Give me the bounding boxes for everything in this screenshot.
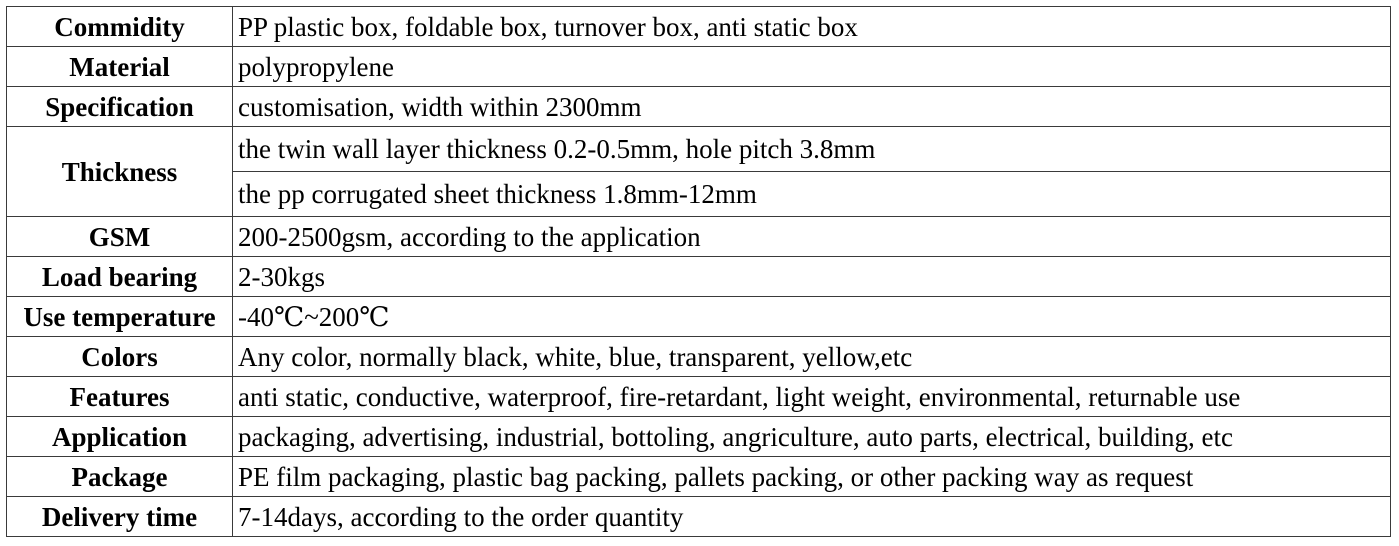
- row-value: -40℃~200℃: [233, 297, 1391, 337]
- table-row-gsm: [7, 217, 1391, 257]
- table-row-commodity: [7, 7, 1391, 47]
- table-row-delivery-time: [7, 497, 1391, 537]
- row-label: Colors: [7, 337, 233, 377]
- table-row-package: [7, 457, 1391, 497]
- row-label: Package: [7, 457, 233, 497]
- table-row-specification: [7, 87, 1391, 127]
- row-value: customisation, width within 2300mm: [233, 87, 1391, 127]
- row-value: the twin wall layer thickness 0.2-0.5mm, hole pitch 3.8mm: [233, 127, 1391, 172]
- row-value: 200-2500gsm, according to the application: [233, 217, 1391, 257]
- row-value: anti static, conductive, waterproof, fire-retardant, light weight, environmental, returnable use: [233, 377, 1391, 417]
- product-spec-table: [6, 6, 1391, 537]
- row-value: packaging, advertising, industrial, bottoling, angriculture, auto parts, electrical, building, etc: [233, 417, 1391, 457]
- row-value: PP plastic box, foldable box, turnover box, anti static box: [233, 7, 1391, 47]
- row-value: polypropylene: [233, 47, 1391, 87]
- row-label: Specification: [7, 87, 233, 127]
- row-label: Delivery time: [7, 497, 233, 537]
- row-label: Application: [7, 417, 233, 457]
- row-label: Use temperature: [7, 297, 233, 337]
- row-label: Commidity: [7, 7, 233, 47]
- row-label: Load bearing: [7, 257, 233, 297]
- row-value: 7-14days, according to the order quantity: [233, 497, 1391, 537]
- row-value: Any color, normally black, white, blue, transparent, yellow,etc: [233, 337, 1391, 377]
- table-row-use-temperature: [7, 297, 1391, 337]
- table-row-load-bearing: [7, 257, 1391, 297]
- table-row-features: [7, 377, 1391, 417]
- table-row-thickness: [7, 127, 1391, 172]
- row-value: the pp corrugated sheet thickness 1.8mm-12mm: [233, 172, 1391, 217]
- row-value: PE film packaging, plastic bag packing, pallets packing, or other packing way as request: [233, 457, 1391, 497]
- table-row-colors: [7, 337, 1391, 377]
- row-label: Features: [7, 377, 233, 417]
- table-row-material: [7, 47, 1391, 87]
- table-row-application: [7, 417, 1391, 457]
- row-label: Material: [7, 47, 233, 87]
- row-label: GSM: [7, 217, 233, 257]
- row-value: 2-30kgs: [233, 257, 1391, 297]
- row-label: Thickness: [7, 127, 233, 217]
